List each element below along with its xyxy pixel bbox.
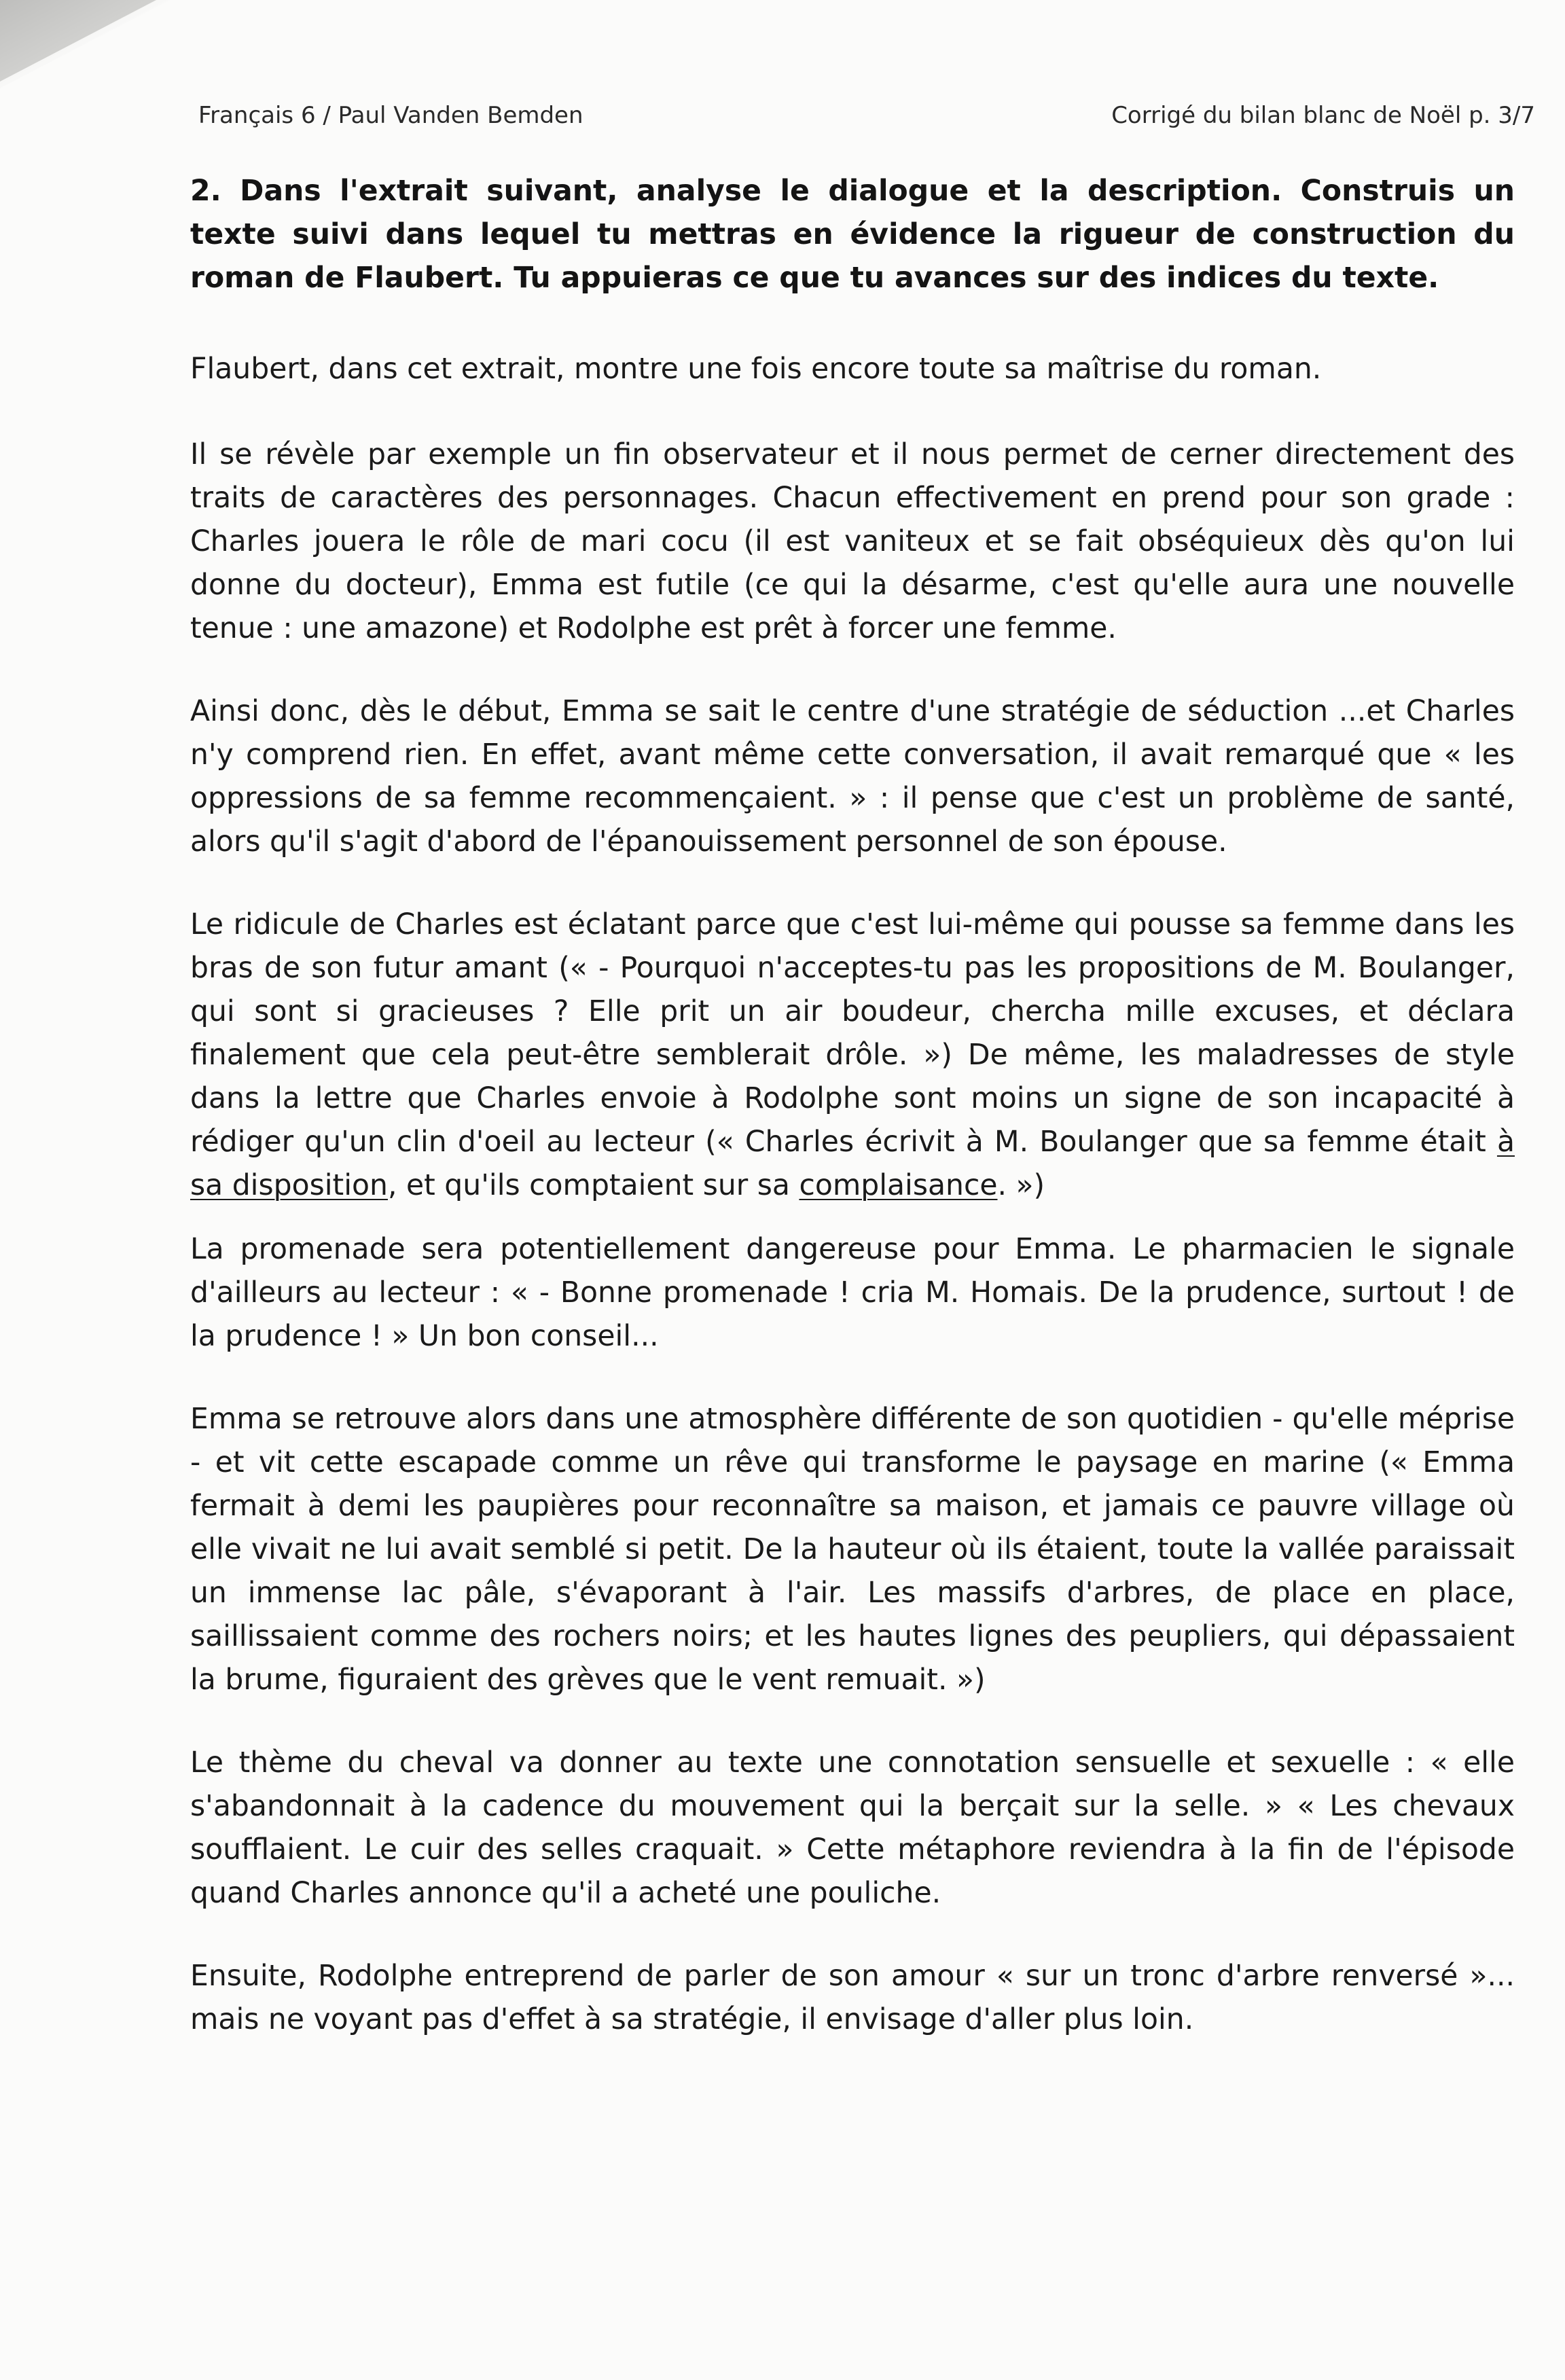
paragraph-charles-text-b: , et qu'ils comptaient sur sa bbox=[387, 1169, 799, 1202]
paragraph-charles-text-a: Le ridicule de Charles est éclatant parce que c'est lui-même qui pousse sa femme dans les bras de son futur amant (« - Pourquoi n'acceptes-tu pas les propositions de M. Boulanger, qui sont si gracieuses ? Elle prit un air boudeur, chercha mille excuses, et déclara finalement que cela peut-être semblerait drôle. ») De même, les maladresses de style dans la lettre que Charles envoie à Rodolphe sont moins un signe de son incapacité à rédiger qu'un clin d'oeil au lecteur (« Charles écrivit à M. Boulanger que sa femme était bbox=[190, 908, 1515, 1159]
header-page-info: Corrigé du bilan blanc de Noël p. 3/7 bbox=[1111, 102, 1535, 129]
paragraph-promenade: La promenade sera potentiellement dangereuse pour Emma. Le pharmacien le signale d'ailleurs au lecteur : « - Bonne promenade ! cria M. Homais. De la prudence, surtout ! de la prudence ! » Un bon conseil... bbox=[190, 1233, 1515, 1353]
paragraph-atmosphere: Emma se retrouve alors dans une atmosphère différente de son quotidien - qu'elle méprise - et vit cette escapade comme un rêve qui transforme le paysage en marine (« Emma fermait à demi les paupières pour reconnaître sa maison, et jamais ce pauvre village où elle vivait ne lui avait semblé si petit. De la hauteur où ils étaient, toute la vallée paraissait un immense lac pâle, s'évaporant à l'air. Les massifs d'arbres, de place en place, saillissaient comme des rochers noirs; et les hautes lignes des peupliers, qui dépassaient la brume, figuraient des grèves que le vent remuait. ») bbox=[190, 1403, 1515, 1697]
paragraph-rodolphe: Ensuite, Rodolphe entreprend de parler de son amour « sur un tronc d'arbre renversé »... mais ne voyant pas d'effet à sa stratégie, il envisage d'aller plus loin. bbox=[190, 1960, 1515, 2036]
paragraph-charles-ridicule bbox=[190, 903, 1515, 1208]
underlined-quote-disposition: à sa disposition bbox=[190, 1125, 1515, 1202]
paragraph-seduction: Ainsi donc, dès le début, Emma se sait le centre d'une stratégie de séduction ...et Charles n'y comprend rien. En effet, avant même cette conversation, il avait remarqué que « les oppressions de sa femme recommençaient. » : il pense que c'est un problème de santé, alors qu'il s'agit d'abord de l'épanouissement personnel de son épouse. bbox=[190, 695, 1515, 859]
underlined-quote-complaisance: complaisance bbox=[799, 1169, 998, 1202]
paragraph-horse-theme: Le thème du cheval va donner au texte une connotation sensuelle et sexuelle : « elle s'abandonnait à la cadence du mouvement qui la berçait sur la selle. » « Les chevaux soufflaient. Le cuir des selles craquait. » Cette métaphore reviendra à la fin de l'épisode quand Charles annonce qu'il a acheté une pouliche. bbox=[190, 1746, 1515, 1910]
question-prompt: 2. Dans l'extrait suivant, analyse le dialogue et la description. Construis un texte suivi dans lequel tu mettras en évidence la rigueur de construction du roman de Flaubert. Tu appuieras ce que tu avances sur des indices du texte. bbox=[190, 175, 1515, 295]
paragraph-charles-text-c: . ») bbox=[997, 1169, 1045, 1202]
paragraph-characters: Il se révèle par exemple un fin observateur et il nous permet de cerner directement des traits de caractères des personnages. Chacun effectivement en prend pour son grade : Charles jouera le rôle de mari cocu (il est vaniteux et se fait obséquieux dès qu'on lui donne du docteur), Emma est futile (ce qui la désarme, c'est qu'elle aura une nouvelle tenue : une amazone) et Rodolphe est prêt à forcer une femme. bbox=[190, 438, 1515, 645]
document-body bbox=[190, 170, 1515, 2042]
paragraph-intro: Flaubert, dans cet extrait, montre une fois encore toute sa maîtrise du roman. bbox=[190, 353, 1322, 386]
header-author: Français 6 / Paul Vanden Bemden bbox=[198, 102, 583, 129]
